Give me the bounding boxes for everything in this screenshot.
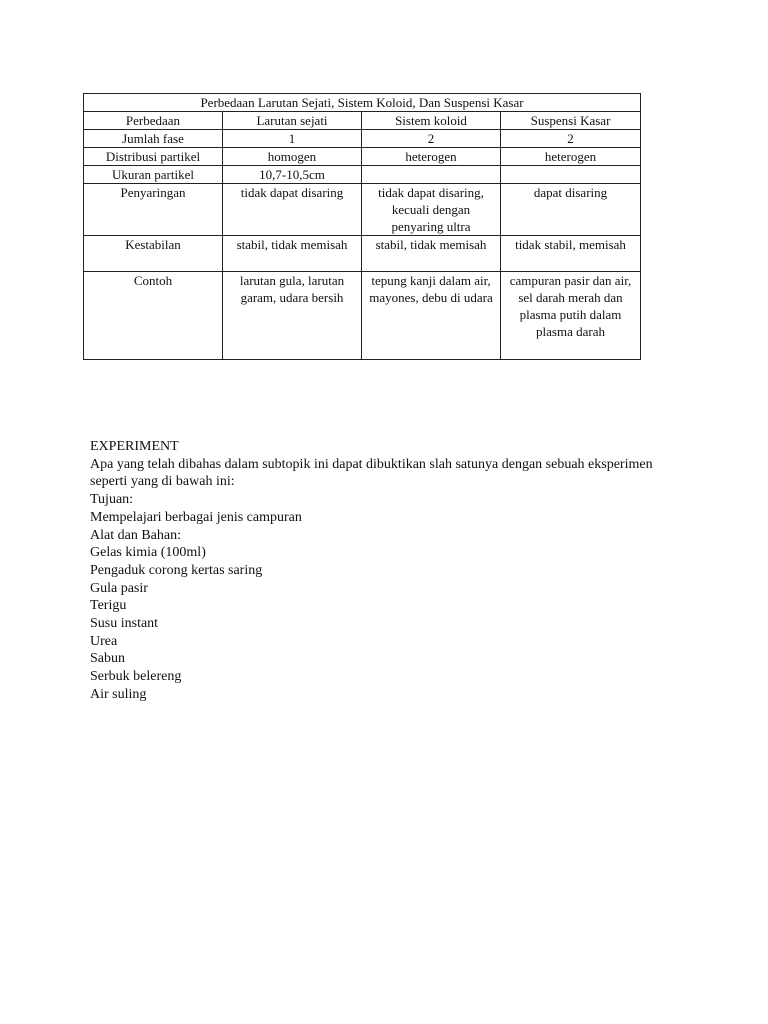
experiment-intro: Apa yang telah dibahas dalam subtopik ini dapat dibuktikan slah satunya dengan sebuah eksperimen seperti yang di bawah ini: xyxy=(90,456,653,490)
table-header-cell: Larutan sejati xyxy=(223,112,362,130)
table-cell: Jumlah fase xyxy=(84,130,223,148)
list-item: Gelas kimia (100ml) xyxy=(90,545,206,561)
table-row xyxy=(84,130,641,148)
table-cell: heterogen xyxy=(362,148,501,166)
experiment-heading: EXPERIMENT xyxy=(90,439,179,454)
table-cell: tidak stabil, memisah xyxy=(501,236,641,272)
table-row xyxy=(84,148,641,166)
experiment-section xyxy=(90,438,690,704)
table-cell: stabil, tidak memisah xyxy=(362,236,501,272)
list-item: Terigu xyxy=(90,598,127,614)
comparison-table xyxy=(83,93,641,360)
table-cell: 2 xyxy=(362,130,501,148)
table-cell: tidak dapat disaring xyxy=(223,184,362,236)
table-cell: Penyaringan xyxy=(84,184,223,236)
table-cell: 1 xyxy=(223,130,362,148)
table-cell: dapat disaring xyxy=(501,184,641,236)
list-item: Air suling xyxy=(90,686,147,702)
list-item: Sabun xyxy=(90,651,125,667)
table-cell: Contoh xyxy=(84,272,223,360)
table-cell: tepung kanji dalam air, mayones, debu di udara xyxy=(362,272,501,360)
table-caption: Perbedaan Larutan Sejati, Sistem Koloid, Dan Suspensi Kasar xyxy=(84,94,641,112)
table-cell xyxy=(501,166,641,184)
table-cell: campuran pasir dan air, sel darah merah dan plasma putih dalam plasma darah xyxy=(501,272,641,360)
table-cell: stabil, tidak memisah xyxy=(223,236,362,272)
list-item: Susu instant xyxy=(90,616,159,632)
table-cell: homogen xyxy=(223,148,362,166)
table-row xyxy=(84,272,641,360)
table-row xyxy=(84,184,641,236)
table-cell: 2 xyxy=(501,130,641,148)
table-cell: Ukuran partikel xyxy=(84,166,223,184)
table-row xyxy=(84,236,641,272)
table-cell xyxy=(362,166,501,184)
table-cell: heterogen xyxy=(501,148,641,166)
table-cell: Kestabilan xyxy=(84,236,223,272)
list-item: Gula pasir xyxy=(90,580,148,596)
table-header-cell: Suspensi Kasar xyxy=(501,112,641,130)
table-cell: larutan gula, larutan garam, udara bersih xyxy=(223,272,362,360)
table-cell: Distribusi partikel xyxy=(84,148,223,166)
table-header-cell: Perbedaan xyxy=(84,112,223,130)
table-header-cell: Sistem koloid xyxy=(362,112,501,130)
table-caption-row xyxy=(84,94,641,112)
table-cell: 10,7-10,5cm xyxy=(223,166,362,184)
list-item: Urea xyxy=(90,633,118,649)
list-item: Pengaduk corong kertas saring xyxy=(90,562,263,578)
table-header-row xyxy=(84,112,641,130)
goal-text: Mempelajari berbagai jenis campuran xyxy=(90,509,302,525)
list-item: Serbuk belereng xyxy=(90,669,182,685)
goal-label: Tujuan: xyxy=(90,492,134,508)
table-cell: tidak dapat disaring, kecuali dengan penyaring ultra xyxy=(362,184,501,236)
table-row xyxy=(84,166,641,184)
materials-label: Alat dan Bahan: xyxy=(90,527,181,543)
